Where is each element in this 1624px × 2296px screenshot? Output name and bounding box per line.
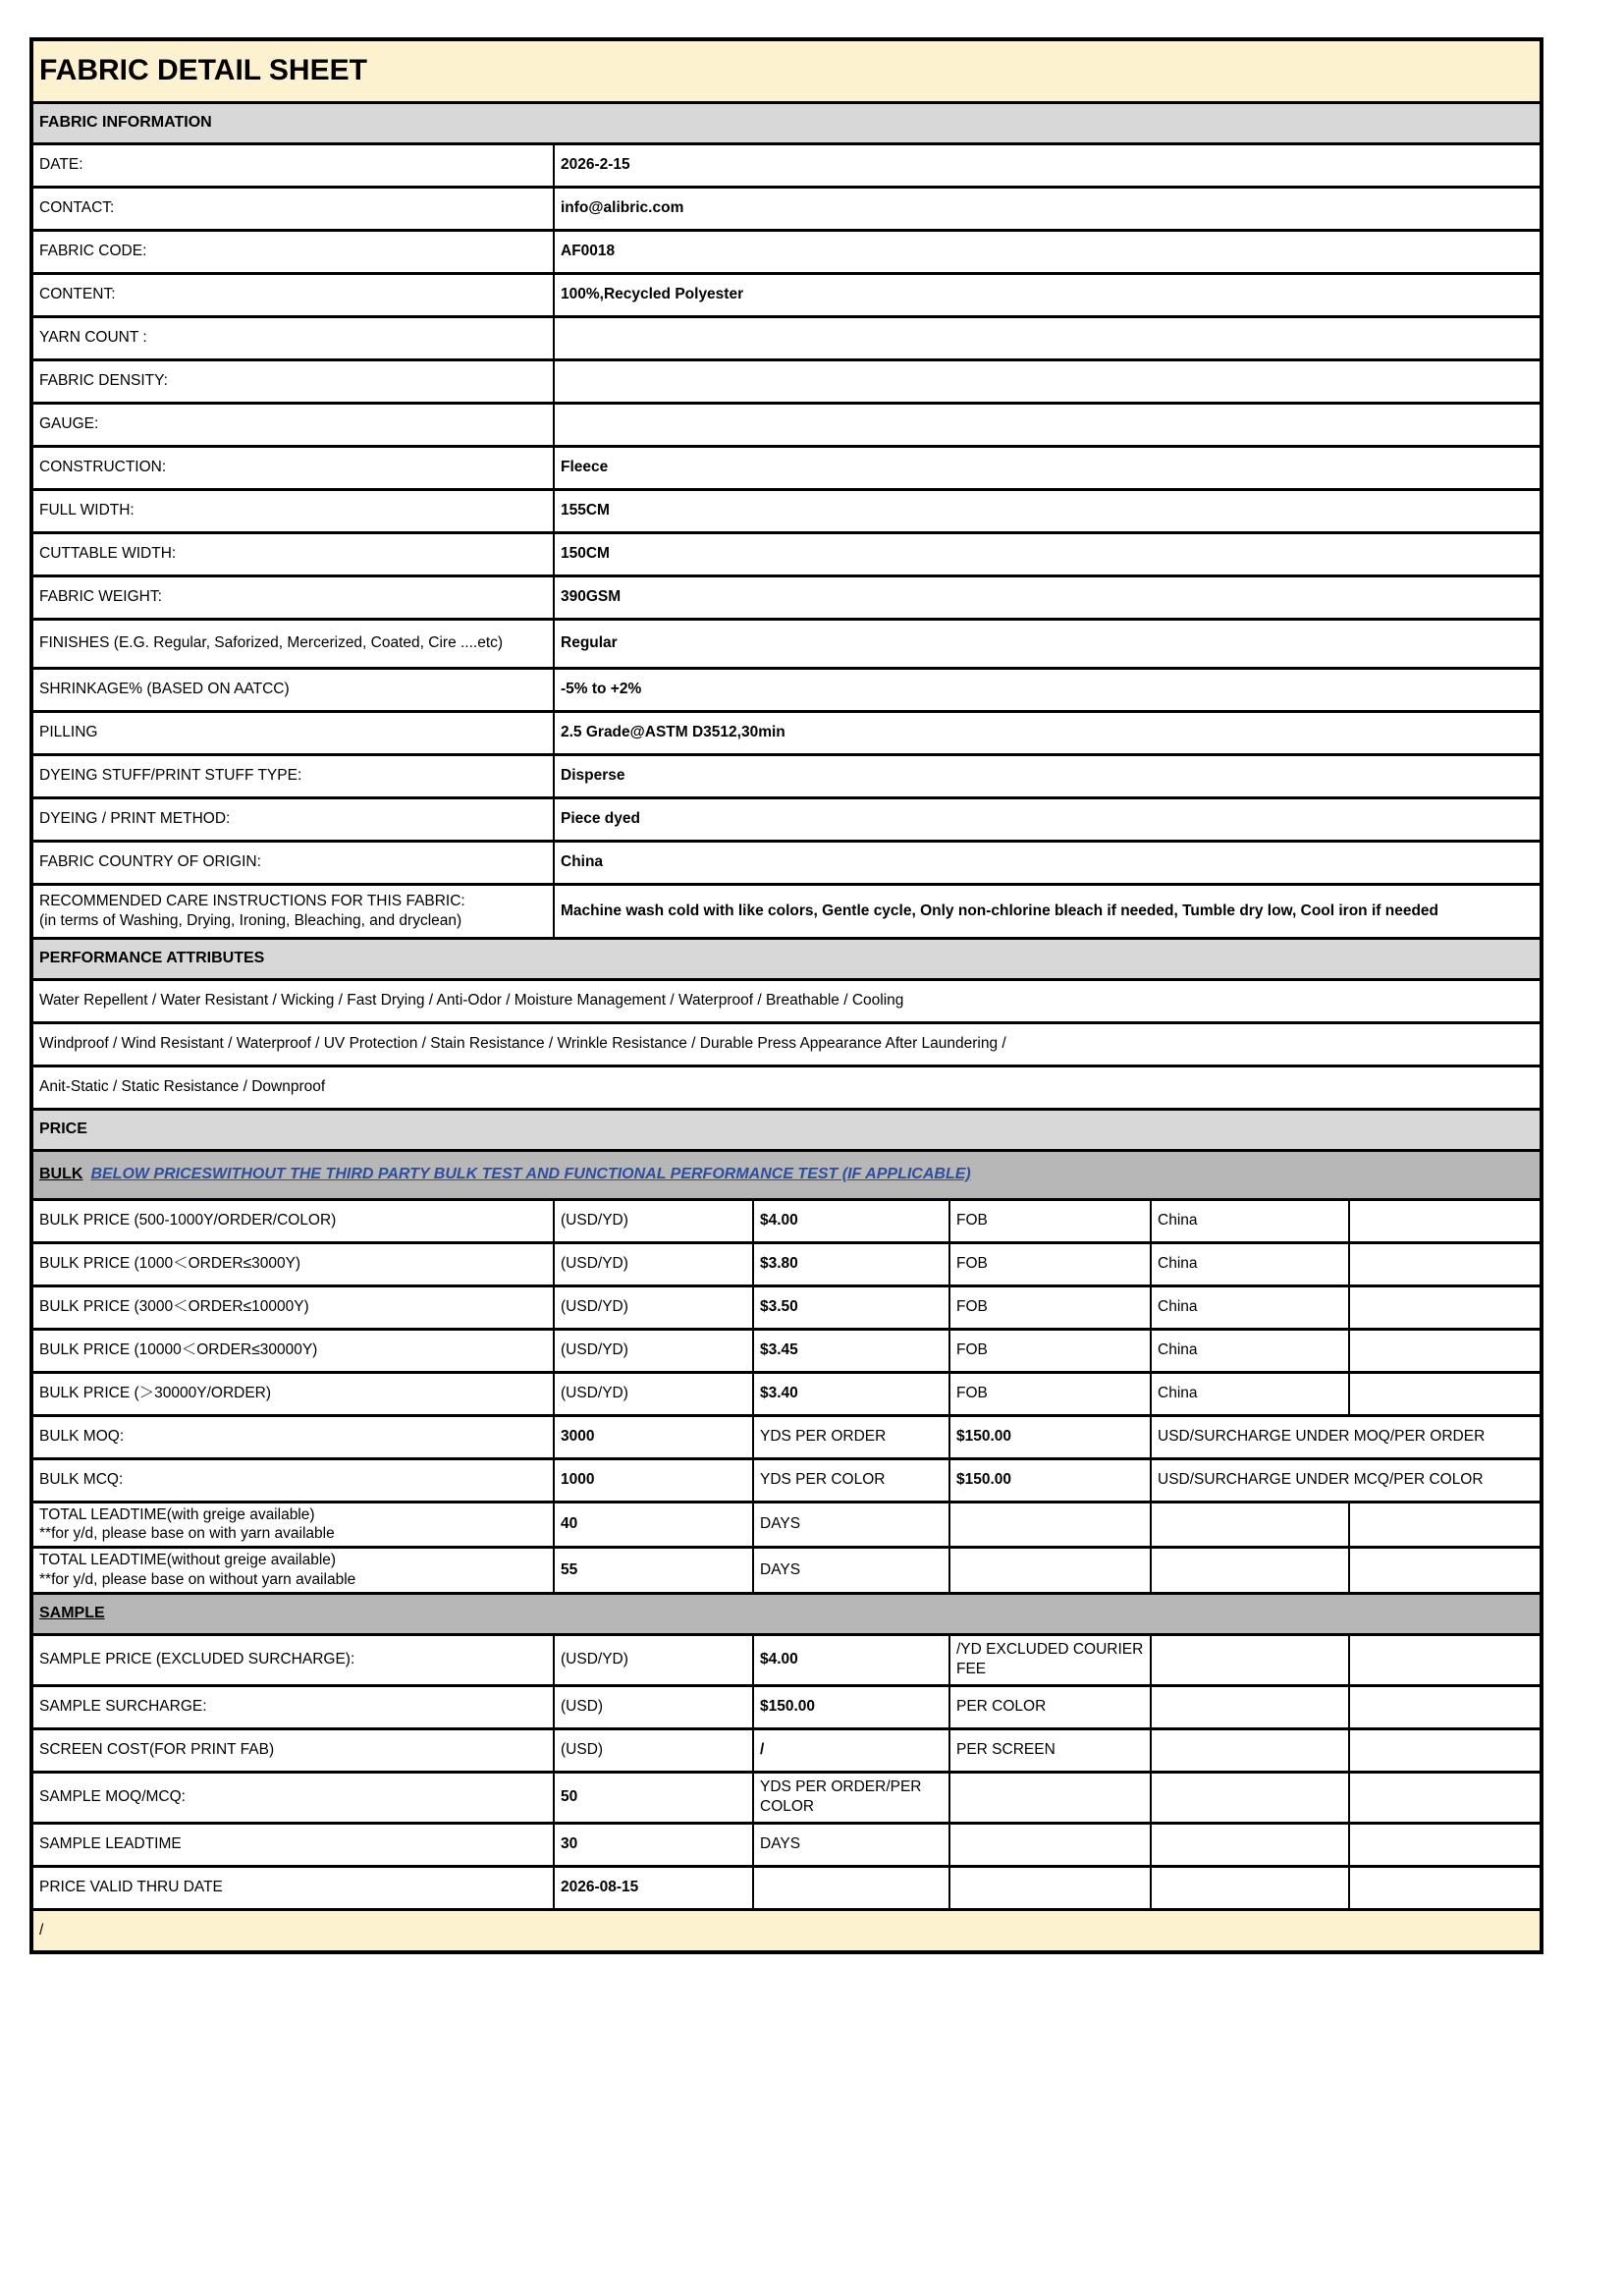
- cell: [1151, 1772, 1349, 1823]
- section-header-fabric-information: FABRIC INFORMATION: [31, 102, 1542, 143]
- table-row: [31, 979, 1542, 1022]
- row-label: FABRIC COUNTRY OF ORIGIN:: [31, 841, 554, 884]
- table-row: [31, 1502, 1542, 1548]
- cell: 2026-08-15: [554, 1866, 753, 1909]
- row-value: 150CM: [554, 532, 1542, 575]
- table-row: [31, 1372, 1542, 1415]
- bulk-header-row: [31, 1150, 1542, 1199]
- cell: /: [753, 1728, 949, 1772]
- row-value: Fleece: [554, 446, 1542, 489]
- cell: [1151, 1634, 1349, 1685]
- table-row: [31, 1634, 1542, 1685]
- row-value: 40: [554, 1502, 753, 1548]
- cell: FOB: [949, 1329, 1151, 1372]
- cell: /YD EXCLUDED COURIER FEE: [949, 1634, 1151, 1685]
- fabric-detail-sheet: [29, 37, 1540, 1954]
- row-value: 2026-2-15: [554, 143, 1542, 187]
- table-row: [31, 532, 1542, 575]
- row-label: CONSTRUCTION:: [31, 446, 554, 489]
- row-value: 2.5 Grade@ASTM D3512,30min: [554, 711, 1542, 754]
- row-value: [554, 359, 1542, 403]
- table-row: [31, 668, 1542, 711]
- row-label: SHRINKAGE% (BASED ON AATCC): [31, 668, 554, 711]
- cell: [949, 1823, 1151, 1866]
- row-label: FABRIC DENSITY:: [31, 359, 554, 403]
- row-label: SAMPLE LEADTIME: [31, 1823, 554, 1866]
- row-value: China: [554, 841, 1542, 884]
- row-value: Regular: [554, 619, 1542, 668]
- cell: USD/SURCHARGE UNDER MOQ/PER ORDER: [1151, 1415, 1542, 1458]
- cell: [1151, 1548, 1349, 1594]
- table-row: [31, 1329, 1542, 1372]
- row-label: FINISHES (E.G. Regular, Saforized, Mercerized, Coated, Cire ....etc): [31, 619, 554, 668]
- row-unit: DAYS: [753, 1548, 949, 1594]
- table-row: [31, 754, 1542, 797]
- cell: (USD/YD): [554, 1285, 753, 1329]
- table-row: [31, 1199, 1542, 1242]
- cell: [949, 1548, 1151, 1594]
- cell: [1349, 1285, 1542, 1329]
- row-label: BULK MCQ:: [31, 1458, 554, 1502]
- row-label: DYEING / PRINT METHOD:: [31, 797, 554, 841]
- cell: (USD/YD): [554, 1329, 753, 1372]
- table-row: [31, 489, 1542, 532]
- cell: FOB: [949, 1372, 1151, 1415]
- row-label: PILLING: [31, 711, 554, 754]
- fabric-detail-table: [29, 37, 1543, 1954]
- cell: (USD): [554, 1685, 753, 1728]
- table-row: [31, 1022, 1542, 1066]
- cell: $4.00: [753, 1634, 949, 1685]
- performance-attributes-text: Water Repellent / Water Resistant / Wicking / Fast Drying / Anti-Odor / Moisture Management / Waterproof / Breathable / Cooling: [31, 979, 1542, 1022]
- cell: $3.40: [753, 1372, 949, 1415]
- performance-attributes-text: Windproof / Wind Resistant / Waterproof / UV Protection / Stain Resistance / Wrinkle Resistance / Durable Press Appearance After Laundering /: [31, 1022, 1542, 1066]
- cell: YDS PER ORDER/PER COLOR: [753, 1772, 949, 1823]
- table-row: [31, 1285, 1542, 1329]
- table-row: [31, 1823, 1542, 1866]
- row-value: Piece dyed: [554, 797, 1542, 841]
- table-row: [31, 143, 1542, 187]
- table-row: [31, 575, 1542, 619]
- table-row: [31, 1866, 1542, 1909]
- table-row: [31, 359, 1542, 403]
- performance-attributes-text: Anit-Static / Static Resistance / Downproof: [31, 1066, 1542, 1109]
- table-row: [31, 273, 1542, 316]
- cell-line: (in terms of Washing, Drying, Ironing, Bleaching, and dryclean): [39, 911, 462, 929]
- cell: DAYS: [753, 1823, 949, 1866]
- row-label: BULK PRICE (＞30000Y/ORDER): [31, 1372, 554, 1415]
- row-label: SAMPLE MOQ/MCQ:: [31, 1772, 554, 1823]
- cell: [1349, 1823, 1542, 1866]
- cell: YDS PER ORDER: [753, 1415, 949, 1458]
- row-label: [31, 1502, 554, 1548]
- table-row: [31, 1066, 1542, 1109]
- table-row: [31, 711, 1542, 754]
- cell: $150.00: [753, 1685, 949, 1728]
- table-row: [31, 1548, 1542, 1594]
- cell: [949, 1772, 1151, 1823]
- row-label: [31, 884, 554, 938]
- row-label: GAUGE:: [31, 403, 554, 446]
- row-value: 55: [554, 1548, 753, 1594]
- table-row: [31, 316, 1542, 359]
- section-header-price: PRICE: [31, 1109, 1542, 1150]
- cell: FOB: [949, 1285, 1151, 1329]
- table-row: [31, 884, 1542, 938]
- title-row: [31, 39, 1542, 102]
- cell: [1349, 1502, 1542, 1548]
- cell: (USD/YD): [554, 1199, 753, 1242]
- cell: [1349, 1199, 1542, 1242]
- cell: YDS PER COLOR: [753, 1458, 949, 1502]
- cell: [1151, 1823, 1349, 1866]
- row-label: DATE:: [31, 143, 554, 187]
- cell: [1349, 1866, 1542, 1909]
- row-label: SCREEN COST(FOR PRINT FAB): [31, 1728, 554, 1772]
- row-label: CUTTABLE WIDTH:: [31, 532, 554, 575]
- sample-header-cell: [31, 1593, 1542, 1634]
- cell: [1151, 1866, 1349, 1909]
- row-value: 155CM: [554, 489, 1542, 532]
- cell: 30: [554, 1823, 753, 1866]
- row-label: SAMPLE PRICE (EXCLUDED SURCHARGE):: [31, 1634, 554, 1685]
- cell-line: TOTAL LEADTIME(with greige available): [39, 1505, 315, 1523]
- cell: FOB: [949, 1242, 1151, 1285]
- table-row: [31, 619, 1542, 668]
- cell: [1349, 1242, 1542, 1285]
- table-row: [31, 1728, 1542, 1772]
- table-row: [31, 446, 1542, 489]
- row-label: DYEING STUFF/PRINT STUFF TYPE:: [31, 754, 554, 797]
- table-row: [31, 1772, 1542, 1823]
- row-label: BULK PRICE (1000＜ORDER≤3000Y): [31, 1242, 554, 1285]
- row-label: YARN COUNT :: [31, 316, 554, 359]
- row-value: AF0018: [554, 230, 1542, 273]
- table-row: [31, 1242, 1542, 1285]
- cell: [949, 1866, 1151, 1909]
- cell: PER SCREEN: [949, 1728, 1151, 1772]
- row-value: [554, 403, 1542, 446]
- cell: (USD/YD): [554, 1372, 753, 1415]
- bulk-disclaimer-link[interactable]: BELOW PRICESWITHOUT THE THIRD PARTY BULK TEST AND FUNCTIONAL PERFORMANCE TEST (IF APPLICABLE): [90, 1165, 971, 1182]
- table-row: [31, 1458, 1542, 1502]
- cell: $4.00: [753, 1199, 949, 1242]
- row-value: -5% to +2%: [554, 668, 1542, 711]
- row-label: BULK PRICE (500-1000Y/ORDER/COLOR): [31, 1199, 554, 1242]
- cell: China: [1151, 1329, 1349, 1372]
- cell: [949, 1502, 1151, 1548]
- cell: (USD): [554, 1728, 753, 1772]
- cell: $150.00: [949, 1458, 1151, 1502]
- section-row: [31, 102, 1542, 143]
- cell: 50: [554, 1772, 753, 1823]
- row-unit: DAYS: [753, 1502, 949, 1548]
- table-row: [31, 1685, 1542, 1728]
- cell: [1349, 1329, 1542, 1372]
- section-row: [31, 938, 1542, 979]
- row-label: FABRIC WEIGHT:: [31, 575, 554, 619]
- cell-line: RECOMMENDED CARE INSTRUCTIONS FOR THIS FABRIC:: [39, 892, 465, 909]
- cell: [1349, 1728, 1542, 1772]
- cell: 3000: [554, 1415, 753, 1458]
- cell-line: **for y/d, please base on without yarn available: [39, 1570, 356, 1588]
- row-label: BULK PRICE (3000＜ORDER≤10000Y): [31, 1285, 554, 1329]
- row-label: BULK MOQ:: [31, 1415, 554, 1458]
- cell: [753, 1866, 949, 1909]
- table-row: [31, 403, 1542, 446]
- bulk-label: BULK: [39, 1165, 83, 1182]
- cell: [1349, 1772, 1542, 1823]
- row-value: [554, 316, 1542, 359]
- section-row: [31, 1109, 1542, 1150]
- table-row: [31, 230, 1542, 273]
- cell: $3.50: [753, 1285, 949, 1329]
- footer-row: [31, 1909, 1542, 1952]
- cell: [1349, 1372, 1542, 1415]
- cell: $3.45: [753, 1329, 949, 1372]
- table-row: [31, 187, 1542, 230]
- row-value: Disperse: [554, 754, 1542, 797]
- row-value: Machine wash cold with like colors, Gentle cycle, Only non-chlorine bleach if needed, Tumble dry low, Cool iron if needed: [554, 884, 1542, 938]
- cell: China: [1151, 1372, 1349, 1415]
- bulk-header-cell: [31, 1150, 1542, 1199]
- cell: China: [1151, 1285, 1349, 1329]
- cell: USD/SURCHARGE UNDER MCQ/PER COLOR: [1151, 1458, 1542, 1502]
- row-value: 390GSM: [554, 575, 1542, 619]
- cell-line: **for y/d, please base on with yarn available: [39, 1525, 335, 1543]
- cell: [1349, 1548, 1542, 1594]
- section-header-performance-attributes: PERFORMANCE ATTRIBUTES: [31, 938, 1542, 979]
- table-row: [31, 797, 1542, 841]
- row-value: info@alibric.com: [554, 187, 1542, 230]
- row-label: SAMPLE SURCHARGE:: [31, 1685, 554, 1728]
- row-label: BULK PRICE (10000＜ORDER≤30000Y): [31, 1329, 554, 1372]
- row-label: PRICE VALID THRU DATE: [31, 1866, 554, 1909]
- row-label: FULL WIDTH:: [31, 489, 554, 532]
- section-row: [31, 1593, 1542, 1634]
- cell: [1349, 1634, 1542, 1685]
- cell: 1000: [554, 1458, 753, 1502]
- cell: [1151, 1685, 1349, 1728]
- table-row: [31, 1415, 1542, 1458]
- cell: $3.80: [753, 1242, 949, 1285]
- footer-slash: /: [31, 1909, 1542, 1952]
- cell: PER COLOR: [949, 1685, 1151, 1728]
- cell: China: [1151, 1242, 1349, 1285]
- row-label: CONTENT:: [31, 273, 554, 316]
- cell: (USD/YD): [554, 1242, 753, 1285]
- row-label: FABRIC CODE:: [31, 230, 554, 273]
- row-value: 100%,Recycled Polyester: [554, 273, 1542, 316]
- cell: $150.00: [949, 1415, 1151, 1458]
- page-title: FABRIC DETAIL SHEET: [31, 39, 1542, 102]
- cell: [1151, 1502, 1349, 1548]
- cell: China: [1151, 1199, 1349, 1242]
- row-label: [31, 1548, 554, 1594]
- table-row: [31, 841, 1542, 884]
- row-label: CONTACT:: [31, 187, 554, 230]
- cell-line: TOTAL LEADTIME(without greige available): [39, 1552, 337, 1569]
- cell: (USD/YD): [554, 1634, 753, 1685]
- cell: [1349, 1685, 1542, 1728]
- cell: FOB: [949, 1199, 1151, 1242]
- sample-header-label: SAMPLE: [39, 1605, 105, 1622]
- cell: [1151, 1728, 1349, 1772]
